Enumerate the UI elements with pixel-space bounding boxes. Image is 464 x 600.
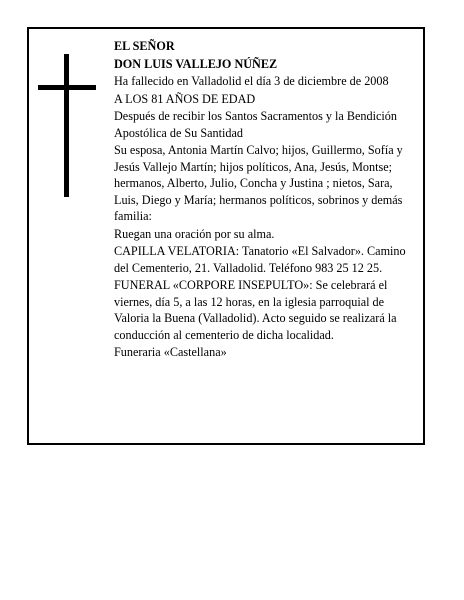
- honorific-line: EL SEÑOR: [114, 39, 175, 53]
- obituary-text: [114, 38, 419, 362]
- death-announcement: Ha fallecido en Valladolid el día 3 de diciembre de 2008: [114, 74, 389, 88]
- chapel-info: CAPILLA VELATORIA: Tanatorio «El Salvador». Camino del Cementerio, 21. Valladolid. Teléfono 983 25 12 25.: [114, 244, 406, 275]
- deceased-name: DON LUIS VALLEJO NÚÑEZ: [114, 56, 278, 71]
- cross-icon: [38, 54, 96, 197]
- cross-vertical-bar: [64, 54, 69, 197]
- sacraments-paragraph: Después de recibir los Santos Sacramentos y la Bendición Apostólica de Su Santidad: [114, 109, 397, 140]
- prayer-request: Ruegan una oración por su alma.: [114, 226, 275, 241]
- cross-horizontal-bar: [38, 85, 96, 90]
- age-line: A LOS 81 AÑOS DE EDAD: [114, 91, 256, 106]
- family-paragraph: Su esposa, Antonia Martín Calvo; hijos, Guillermo, Sofía y Jesús Vallejo Martín; hijos políticos, Ana, Jesús, Montse; hermanos, Alberto, Julio, Concha y Justina ; nietos, Sara, Luis, Diego y María; hermanos políticos, sobrinos y demás familia:: [114, 143, 403, 223]
- funeral-home: Funeraria «Castellana»: [114, 345, 227, 359]
- funeral-info: FUNERAL «CORPORE INSEPULTO»: Se celebrará el viernes, día 5, a las 12 horas, en la iglesia parroquial de Valoria la Buena (Valladolid). Acto seguido se realizará la conducción al cementerio de dicha localidad.: [114, 278, 397, 342]
